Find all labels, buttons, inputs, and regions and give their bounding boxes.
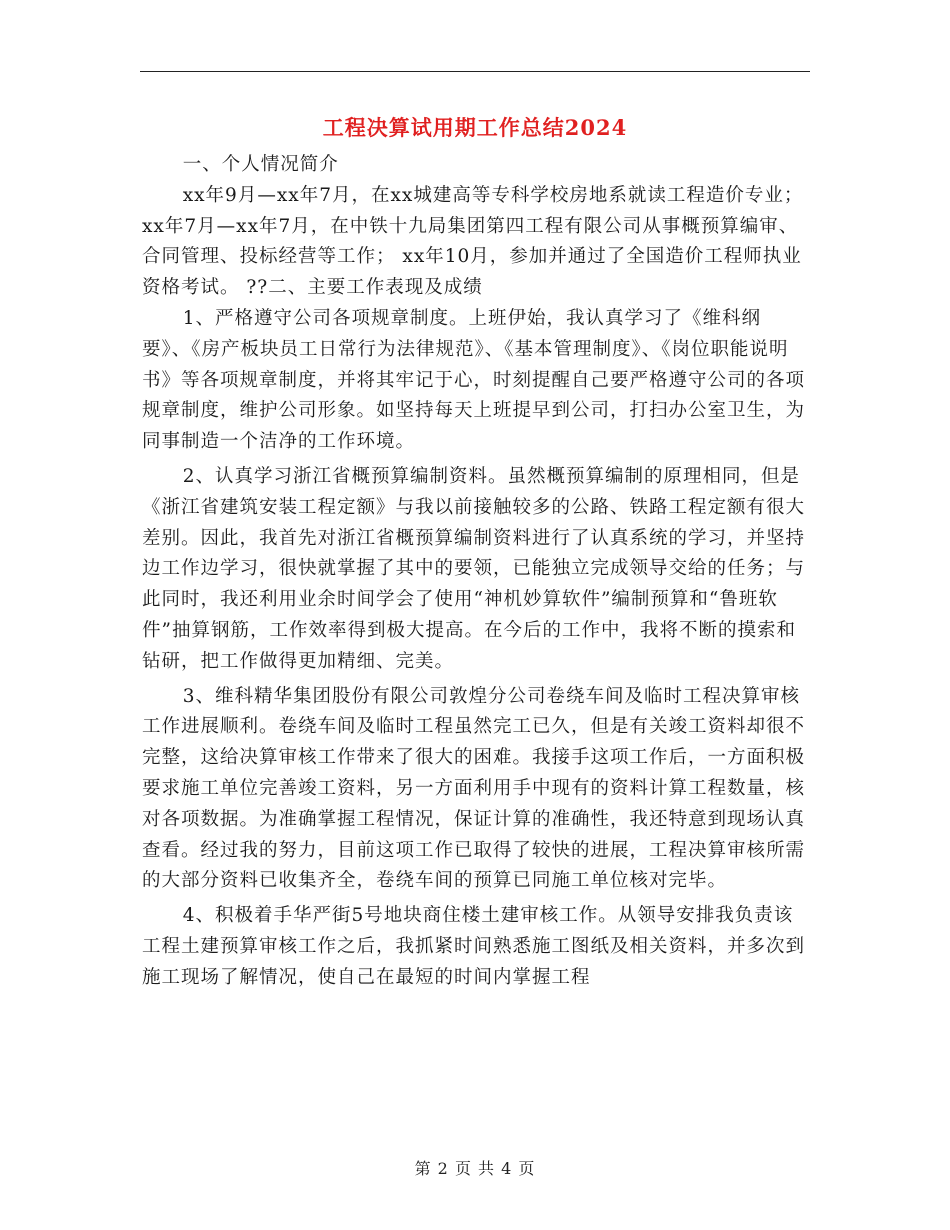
paragraph-item-1: 1、严格遵守公司各项规章制度。上班伊始，我认真学习了《维科纲要》、《房产板块员工日常行为法律规范》、《基本管理制度》、《岗位职能说明书》等各项规章制度，并将其牢记于心，时刻提醒自己要严格遵守公司的各项规章制度，维护公司形象。如坚持每天上班提早到公司，打扫办公室卫生，为同事制造一个洁净的工作环境。: [142, 307, 806, 453]
header-rule: [140, 71, 810, 72]
page-number: 第 2 页 共 4 页: [414, 1159, 536, 1178]
document-body: [142, 150, 810, 994]
document-title: 工程决算试用期工作总结2024: [322, 115, 628, 140]
paragraph-intro: xx年9月—xx年7月，在xx城建高等专科学校房地系就读工程造价专业； xx年7月—xx年7月，在中铁十九局集团第四工程有限公司从事概预算编审、合同管理、投标经营等工作； xx年10月，参加并通过了全国造价工程师执业资格考试。 ??二、主要工作表现及成绩: [142, 184, 804, 299]
paragraph-item-4: 4、积极着手华严街5号地块商住楼土建审核工作。从领导安排我负责该工程土建预算审核工作之后，我抓紧时间熟悉施工图纸及相关资料，并多次到施工现场了解情况，使自己在最短的时间内掌握工程: [142, 905, 806, 988]
paragraph-item-2: 2、认真学习浙江省概预算编制资料。虽然概预算编制的原理相同，但是《浙江省建筑安装工程定额》与我以前接触较多的公路、铁路工程定额有很大差别。因此，我首先对浙江省概预算编制资料进行了认真系统的学习，并坚持边工作边学习，很快就掌握了其中的要领，已能独立完成领导交给的任务；与此同时，我还利用业余时间学会了使用“神机妙算软件”编制预算和“鲁班软件”抽算钢筋，工作效率得到极大提高。在今后的工作中，我将不断的摸索和钻研，把工作做得更加精细、完美。: [142, 465, 806, 672]
paragraph-item-3: 3、维科精华集团股份有限公司敦煌分公司卷绕车间及临时工程决算审核工作进展顺利。卷绕车间及临时工程虽然完工已久，但是有关竣工资料却很不完整，这给决算审核工作带来了很大的困难。我接手这项工作后，一方面积极要求施工单位完善竣工资料，另一方面利用手中现有的资料计算工程数量，核对各项数据。为准确掌握工程情况，保证计算的准确性，我还特意到现场认真查看。经过我的努力，目前这项工作已取得了较快的进展，工程决算审核所需的大部分资料已收集齐全，卷绕车间的预算已同施工单位核对完毕。: [142, 685, 806, 892]
section-heading: 一、个人情况简介: [182, 154, 339, 175]
